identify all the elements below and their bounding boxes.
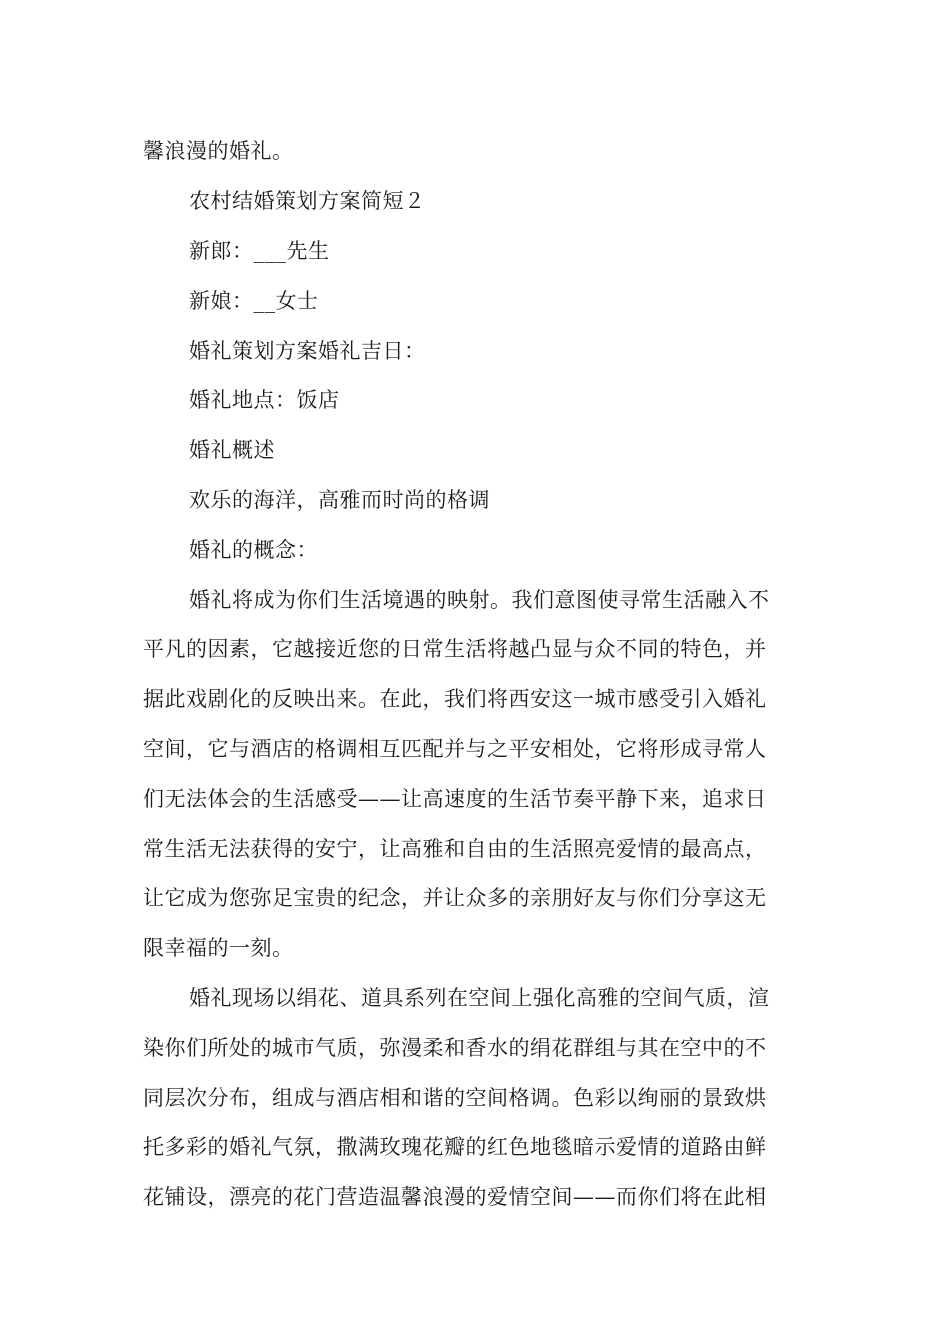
wedding-date-field: 婚礼策划方案婚礼吉日： <box>189 339 426 363</box>
bride-field: 新娘：__女士 <box>189 289 319 313</box>
wedding-venue-field: 婚礼地点：饭店 <box>189 388 340 412</box>
paragraph1-line: 空间，它与酒店的格调相互匹配并与之平安相处，它将形成寻常人 <box>143 737 767 761</box>
paragraph1-line: 婚礼将成为你们生活境遇的映射。我们意图使寻常生活融入不 <box>189 588 770 612</box>
theme-text: 欢乐的海洋，高雅而时尚的格调 <box>189 488 490 512</box>
continuation-text: 馨浪漫的婚礼。 <box>143 139 294 163</box>
paragraph1-line: 让它成为您弥足宝贵的纪念，并让众多的亲朋好友与你们分享这无 <box>143 886 767 910</box>
paragraph2-line: 染你们所处的城市气质，弥漫柔和香水的绢花群组与其在空中的不 <box>143 1036 767 1060</box>
paragraph2-line: 花铺设，漂亮的花门营造温馨浪漫的爱情空间——而你们将在此相 <box>143 1185 767 1209</box>
paragraph2-line: 同层次分布，组成与酒店相和谐的空间格调。色彩以绚丽的景致烘 <box>143 1086 767 1110</box>
overview-heading: 婚礼概述 <box>189 438 275 462</box>
paragraph2-line: 托多彩的婚礼气氛，撒满玫瑰花瓣的红色地毯暗示爱情的道路由鲜 <box>143 1135 767 1159</box>
paragraph1-line: 限幸福的一刻。 <box>143 936 294 960</box>
paragraph1-line: 常生活无法获得的安宁，让高雅和自由的生活照亮爱情的最高点， <box>143 837 767 861</box>
section-title: 农村结婚策划方案简短２ <box>189 189 426 213</box>
paragraph1-line: 据此戏剧化的反映出来。在此，我们将西安这一城市感受引入婚礼 <box>143 687 767 711</box>
concept-heading: 婚礼的概念： <box>189 538 318 562</box>
paragraph2-line: 婚礼现场以绢花、道具系列在空间上强化高雅的空间气质，渲 <box>189 986 770 1010</box>
paragraph1-line: 平凡的因素，它越接近您的日常生活将越凸显与众不同的特色，并 <box>143 637 767 661</box>
groom-field: 新郎：___先生 <box>189 239 330 263</box>
paragraph1-line: 们无法体会的生活感受——让高速度的生活节奏平静下来，追求日 <box>143 787 767 811</box>
